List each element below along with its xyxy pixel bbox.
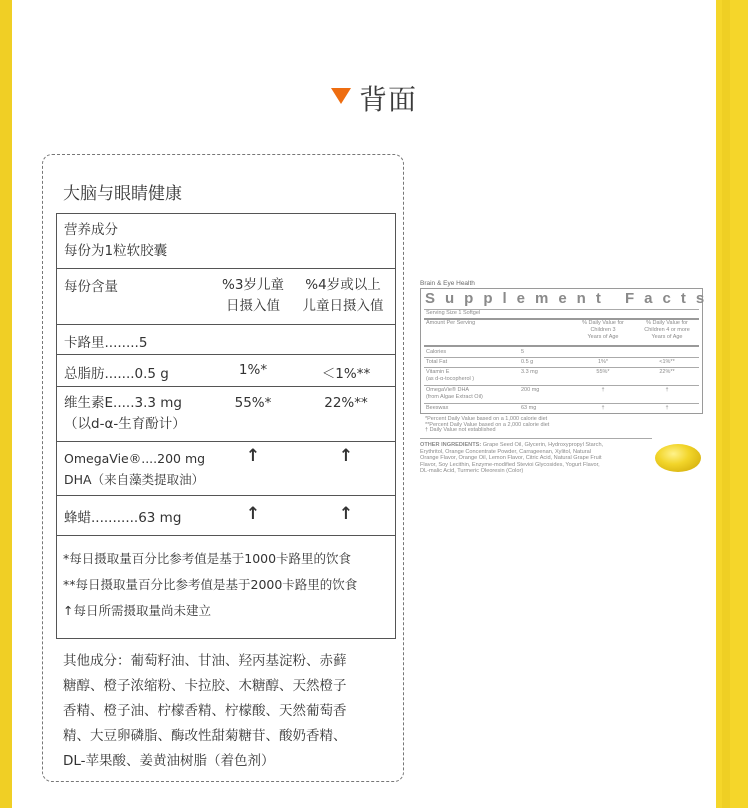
right-border-shade: [722, 0, 730, 808]
en-row-name: [426, 369, 474, 383]
en-row-amt: 5: [521, 349, 525, 355]
row-dha-name: OmegaVie®....200 mg: [64, 451, 206, 466]
en-row-v4: 22%**: [659, 369, 675, 375]
column-child4-line2: 儿童日摄入值: [302, 298, 384, 314]
other-ingredients-line: 糖醇、橙子浓缩粉、卡拉胶、木糖醇、天然橙子: [63, 678, 347, 694]
row-fat-v4: ＜1%**: [321, 366, 371, 382]
column-child3-line1: %3岁儿童: [222, 277, 284, 293]
en-row-v4: †: [665, 405, 669, 411]
en-other-line: DL-malic Acid, Turmeric Oleoresin (Color): [420, 468, 524, 475]
nutrition-header-row: [57, 214, 395, 269]
row-beeswax-v4-icon: ↑: [338, 504, 354, 524]
en-footnote: *Percent Daily Value based on a 1,000 calorie diet: [425, 416, 548, 422]
column-child3: [217, 275, 289, 317]
en-other-line: Erythritol, Orange Concentrate Powder, Carrageenan, Xylitol, Natural: [420, 448, 592, 455]
en-other-line: Orange Flavor, Orange Oil, Lemon Flavor, Citric Acid, Natural Grape Fruit: [420, 455, 602, 462]
other-ingredients-line: 其他成分：葡萄籽油、甘油、羟丙基淀粉、赤藓: [63, 653, 347, 669]
chinese-label-card: [42, 154, 404, 782]
en-row-v4: <1%**: [659, 359, 675, 365]
en-row-amt: 63 mg: [521, 405, 537, 411]
divider: [424, 345, 699, 347]
right-yellow-border: [716, 0, 748, 808]
en-row-v3: 55%*: [596, 369, 610, 375]
column-child4: [295, 275, 391, 317]
row-vite-name2: （以d-α-生育酚计）: [64, 416, 186, 432]
divider: [424, 367, 699, 368]
column-child3-line2: 日摄入值: [226, 298, 280, 314]
row-dha-v3-icon: ↑: [245, 446, 261, 466]
en-row-name: Beeswax: [426, 405, 449, 411]
divider: [420, 438, 652, 439]
en-row-amt: 0.5 g: [521, 359, 534, 365]
col4-header-line: Years of Age: [651, 334, 683, 340]
en-other-line: Flavor, Soy Lecithin, Enzyme-modified Stevioi Glycosides, Yogurt Flavor,: [420, 461, 600, 468]
col3-header: [573, 320, 633, 341]
en-row-name-line: OmegaVie® DHA: [426, 387, 470, 393]
en-row-v3: 1%*: [597, 359, 609, 365]
row-fat-v3: 1%*: [238, 362, 268, 378]
section-heading: [0, 78, 748, 118]
table-row: [57, 496, 395, 536]
en-row-name-line: Vitamin E: [426, 369, 450, 375]
row-vite-v3: 55%*: [234, 395, 272, 411]
left-yellow-border: [0, 0, 12, 808]
row-beeswax-name: 蜂蜡...........63 mg: [64, 510, 182, 526]
col3-header-line: % Daily Value for: [582, 320, 624, 326]
section-title: 背面: [358, 83, 417, 116]
table-row: [57, 325, 395, 355]
other-ingredients-line: 香精、橙子油、柠檬香精、柠檬酸、天然葡萄香: [63, 703, 347, 719]
amount-per-serving: Amount Per Serving: [426, 320, 476, 326]
row-dha-v4-icon: ↑: [338, 446, 354, 466]
row-dha-name2: DHA（来自藻类提取油）: [64, 472, 205, 487]
column-amount: 每份含量: [64, 279, 118, 295]
supplement-facts-title: Supplement Facts: [425, 290, 715, 307]
card-title: 大脑与眼睛健康: [63, 184, 182, 204]
footnote-3: ↑每日所需摄取量尚未建立: [63, 603, 211, 618]
row-vite-name: 维生素E.....3.3 mg: [64, 395, 182, 411]
en-row-name: Calories: [426, 349, 447, 355]
en-row-name-line: (from Algae Extract Oil): [426, 394, 483, 400]
col3-header-line: Children 3: [590, 327, 616, 333]
en-footnotes: [425, 417, 549, 434]
en-row-v3: †: [601, 405, 605, 411]
col4-header: [633, 320, 701, 341]
en-other-ingredients: [420, 442, 652, 475]
col3-header-line: Years of Age: [587, 334, 619, 340]
orange-triangle-icon: [331, 88, 351, 104]
en-row-name: [426, 387, 483, 401]
row-fat-name: 总脂肪.......0.5 g: [64, 366, 169, 382]
en-other-label: OTHER INGREDIENTS:: [420, 442, 482, 448]
row-beeswax-v3-icon: ↑: [245, 504, 261, 524]
en-row-name-line: (as d-α-tocopherol ): [426, 376, 475, 382]
serving-size: Serving Size 1 Softgel: [426, 310, 481, 316]
column-child4-line1: %4岁或以上: [305, 277, 381, 293]
en-row-v3: †: [601, 387, 605, 393]
en-row-amt: 3.3 mg: [521, 369, 538, 375]
en-footnote: **Percent Daily Value based on a 2,000 calorie diet: [425, 421, 550, 428]
nutrition-header-line2: 每份为1粒软胶囊: [64, 243, 168, 259]
column-header-row: [57, 269, 395, 325]
other-ingredients-line: 精、大豆卵磷脂、酶改性甜菊糖苷、酸奶香精、: [63, 728, 347, 744]
divider: [424, 385, 699, 386]
supplement-facts-box: [420, 288, 715, 414]
divider: [424, 403, 699, 404]
en-row-name: Total Fat: [426, 359, 448, 365]
en-other-line: Grape Seed Oil, Glycerin, Hydroxypropyl Starch,: [482, 442, 604, 448]
softgel-capsule-image: [655, 444, 701, 472]
en-row-v4: †: [665, 387, 669, 393]
divider: [424, 357, 699, 358]
row-vite-v4: 22%**: [324, 395, 368, 411]
other-ingredients-line: DL-苹果酸、姜黄油树脂（着色剂）: [63, 753, 275, 769]
row-calories-name: 卡路里........5: [64, 335, 148, 351]
en-footnote: † Daily Value not established: [425, 427, 496, 433]
col4-header-line: Children 4 or more: [644, 327, 690, 333]
en-row-amt: 200 mg: [521, 387, 540, 393]
table-row: [57, 387, 395, 442]
col4-header-line: % Daily Value for: [646, 320, 688, 326]
english-supplement-label: [420, 280, 715, 475]
footnote-1: *每日摄取量百分比参考值是基于1000卡路里的饮食: [63, 551, 352, 566]
other-ingredients: [63, 649, 393, 774]
table-row: [57, 355, 395, 387]
nutrition-table: [56, 213, 396, 639]
table-row: [57, 442, 395, 496]
footnote-2: **每日摄取量百分比参考值是基于2000卡路里的饮食: [63, 577, 358, 592]
nutrition-header-line1: 营养成分: [64, 222, 118, 238]
footnotes: [63, 546, 357, 624]
english-label-top: Brain & Eye Health: [420, 280, 475, 287]
